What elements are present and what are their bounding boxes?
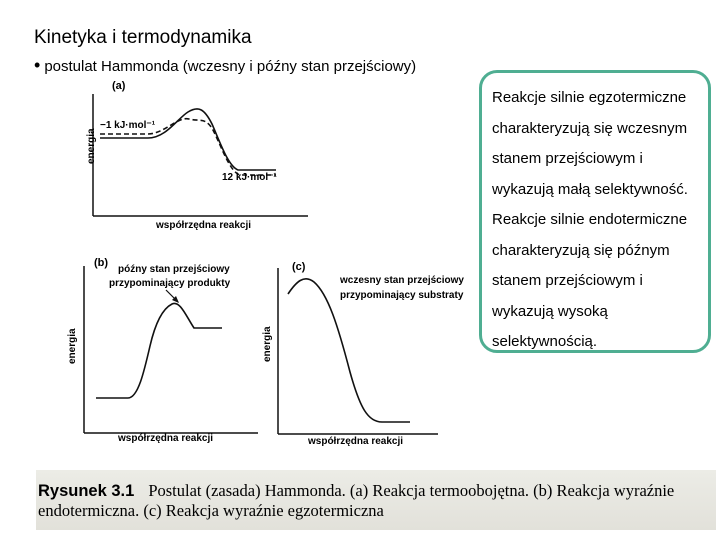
callout-line: wykazują małą selektywność. (492, 180, 688, 198)
panel-b-note-line2: przypominający produkty (109, 278, 231, 289)
panel-c-ylabel: energia (262, 326, 273, 362)
callout-box (479, 70, 711, 353)
panel-c-xlabel: współrzędna reakcji (308, 436, 404, 447)
panel-a-annotation-right: 12 kJ·mol⁻¹ (222, 172, 277, 183)
panel-c-label: (c) (292, 261, 306, 273)
panel-a-ylabel: energia (86, 128, 97, 164)
panel-a-annotation-left: −1 kJ·mol⁻¹ (100, 120, 156, 131)
hammond-figure-svg (38, 76, 494, 466)
panel-b-xlabel: współrzędna reakcji (118, 433, 214, 444)
panel-a-label: (a) (112, 80, 126, 92)
callout-line: charakteryzują się późnym (492, 241, 670, 259)
caption-line-1 (38, 481, 674, 501)
caption-label: Rysunek 3.1 (38, 482, 135, 500)
panel-b (67, 257, 258, 444)
figure-caption (36, 470, 716, 530)
bullet-dot-icon: • (34, 55, 41, 75)
panel-c-note-line2: przypominający substraty (340, 290, 464, 301)
panel-b-ylabel: energia (67, 328, 78, 364)
callout-line: charakteryzują się wczesnym (492, 119, 688, 137)
bullet-item (34, 55, 416, 76)
caption-line-2 (38, 501, 384, 521)
panel-c-note-line1: wczesny stan przejściowy (340, 275, 464, 286)
callout-line: Reakcje silnie endotermiczne (492, 211, 688, 228)
panel-a-xlabel: współrzędna reakcji (156, 220, 252, 231)
panel-b-curve (96, 303, 222, 398)
callout-line: wykazują wysoką (492, 302, 608, 320)
callout-line: selektywnością. (492, 333, 598, 350)
callout-line: Reakcje silnie egzotermiczne (492, 89, 687, 106)
hammond-figure (38, 76, 494, 466)
bullet-text: postulat Hammonda (wczesny i późny stan przejściowy) (44, 58, 417, 75)
slide-title: Kinetyka i termodynamika (34, 27, 252, 48)
panel-a (86, 80, 308, 231)
panel-c (262, 261, 464, 447)
panel-b-note-line1: późny stan przejściowy (118, 264, 230, 275)
panel-b-label: (b) (94, 257, 109, 269)
callout-line: stanem przejściowym i (492, 272, 643, 289)
caption-text-1: Postulat (zasada) Hammonda. (a) Reakcja termoobojętna. (b) Reakcja wyraźnie (148, 481, 675, 500)
caption-text-2: endotermiczna. (c) Reakcja wyraźnie egzotermiczna (38, 501, 384, 520)
callout-line: stanem przejściowym i (492, 150, 643, 167)
